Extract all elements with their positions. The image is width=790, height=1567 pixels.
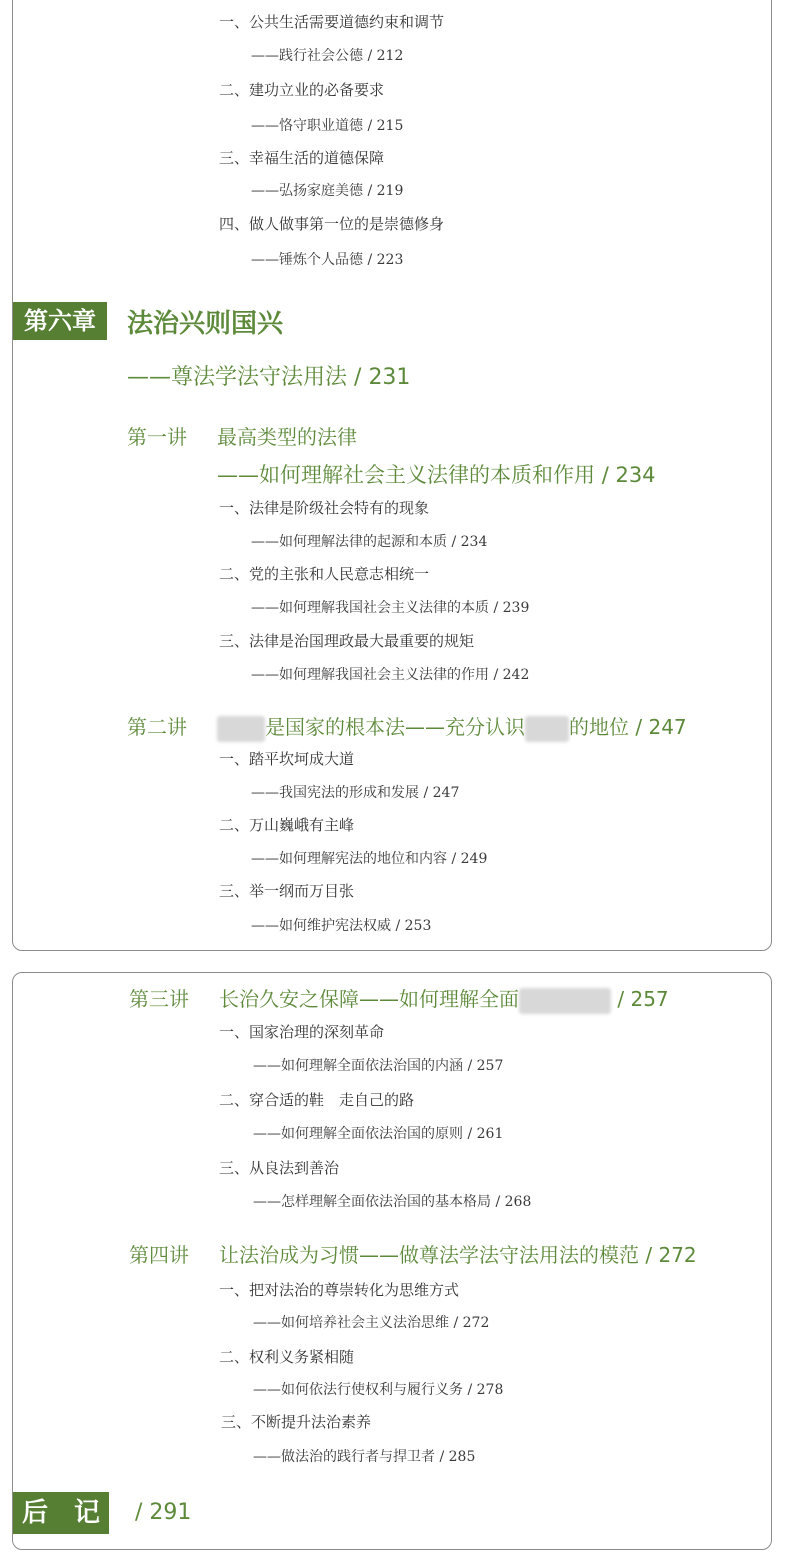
toc-subsection: ——怎样理解全面依法治国的基本格局 / 268 — [253, 1194, 532, 1210]
toc-section: 三、幸福生活的道德保障 — [219, 149, 385, 167]
toc-section: 二、万山巍峨有主峰 — [219, 816, 355, 834]
toc-section: 二、建功立业的必备要求 — [219, 81, 385, 99]
toc-page-bottom — [12, 972, 772, 1550]
toc-subsection: ——如何理解宪法的地位和内容 / 249 — [251, 851, 488, 867]
toc-section: 二、权利义务紧相随 — [219, 1348, 355, 1366]
redacted-block — [525, 716, 569, 742]
toc-subsection: ——如何理解全面依法治国的内涵 / 257 — [253, 1058, 504, 1074]
toc-subsection: ——如何维护宪法权威 / 253 — [251, 918, 432, 934]
redacted-block — [519, 988, 611, 1014]
lecture-label: 第二讲 — [127, 715, 187, 739]
chapter-title: 法治兴则国兴 — [127, 309, 284, 339]
toc-section: 四、做人做事第一位的是崇德修身 — [219, 215, 445, 233]
toc-subsection: ——如何理解法律的起源和本质 / 234 — [251, 534, 488, 550]
toc-section: 三、举一纲而万目张 — [219, 882, 355, 900]
toc-subsection: ——锤炼个人品德 / 223 — [251, 252, 404, 268]
toc-section: 三、不断提升法治素养 — [221, 1413, 372, 1431]
toc-section: 一、把对法治的尊崇转化为思维方式 — [219, 1281, 460, 1299]
redacted-block — [217, 716, 265, 742]
toc-subsection: ——做法治的践行者与捍卫者 / 285 — [253, 1449, 476, 1465]
toc-subsection: ——如何理解我国社会主义法律的作用 / 242 — [251, 667, 530, 683]
toc-section: 二、穿合适的鞋 走自己的路 — [219, 1091, 415, 1109]
lecture-title: 最高类型的法律 — [217, 425, 357, 449]
toc-page-top — [12, 0, 772, 951]
toc-section: 三、从良法到善治 — [219, 1159, 340, 1177]
toc-section: 一、踏平坎坷成大道 — [219, 750, 355, 768]
lecture-subtitle: ——如何理解社会主义法律的本质和作用 / 234 — [217, 463, 656, 487]
lecture-title: 是国家的根本法——充分认识 的地位 / 247 — [217, 711, 687, 742]
toc-section: 三、法律是治国理政最大最重要的规矩 — [219, 632, 475, 650]
toc-subsection: ——如何依法行使权利与履行义务 / 278 — [253, 1382, 504, 1398]
toc-section: 一、公共生活需要道德约束和调节 — [219, 13, 445, 31]
toc-section: 一、法律是阶级社会特有的现象 — [219, 499, 430, 517]
toc-subsection: ——弘扬家庭美德 / 219 — [251, 183, 404, 199]
chapter-badge: 第六章 — [13, 302, 107, 340]
toc-section: 一、国家治理的深刻革命 — [219, 1023, 385, 1041]
chapter-subtitle: ——尊法学法守法用法 / 231 — [127, 365, 411, 390]
lecture-label: 第四讲 — [129, 1243, 189, 1267]
toc-subsection: ——践行社会公德 / 212 — [251, 48, 404, 64]
toc-subsection: ——如何培养社会主义法治思维 / 272 — [253, 1315, 490, 1331]
toc-subsection: ——恪守职业道德 / 215 — [251, 118, 404, 134]
lecture-label: 第一讲 — [127, 425, 187, 449]
toc-subsection: ——我国宪法的形成和发展 / 247 — [251, 785, 460, 801]
toc-subsection: ——如何理解我国社会主义法律的本质 / 239 — [251, 600, 530, 616]
lecture-title: 长治久安之保障——如何理解全面 / 257 — [219, 983, 669, 1014]
afterword-page: / 291 — [135, 1500, 192, 1525]
lecture-label: 第三讲 — [129, 987, 189, 1011]
toc-section: 二、党的主张和人民意志相统一 — [219, 565, 430, 583]
afterword-badge: 后 记 — [13, 1492, 109, 1534]
lecture-title: 让法治成为习惯——做尊法学法守法用法的模范 / 272 — [219, 1243, 697, 1267]
toc-subsection: ——如何理解全面依法治国的原则 / 261 — [253, 1126, 504, 1142]
